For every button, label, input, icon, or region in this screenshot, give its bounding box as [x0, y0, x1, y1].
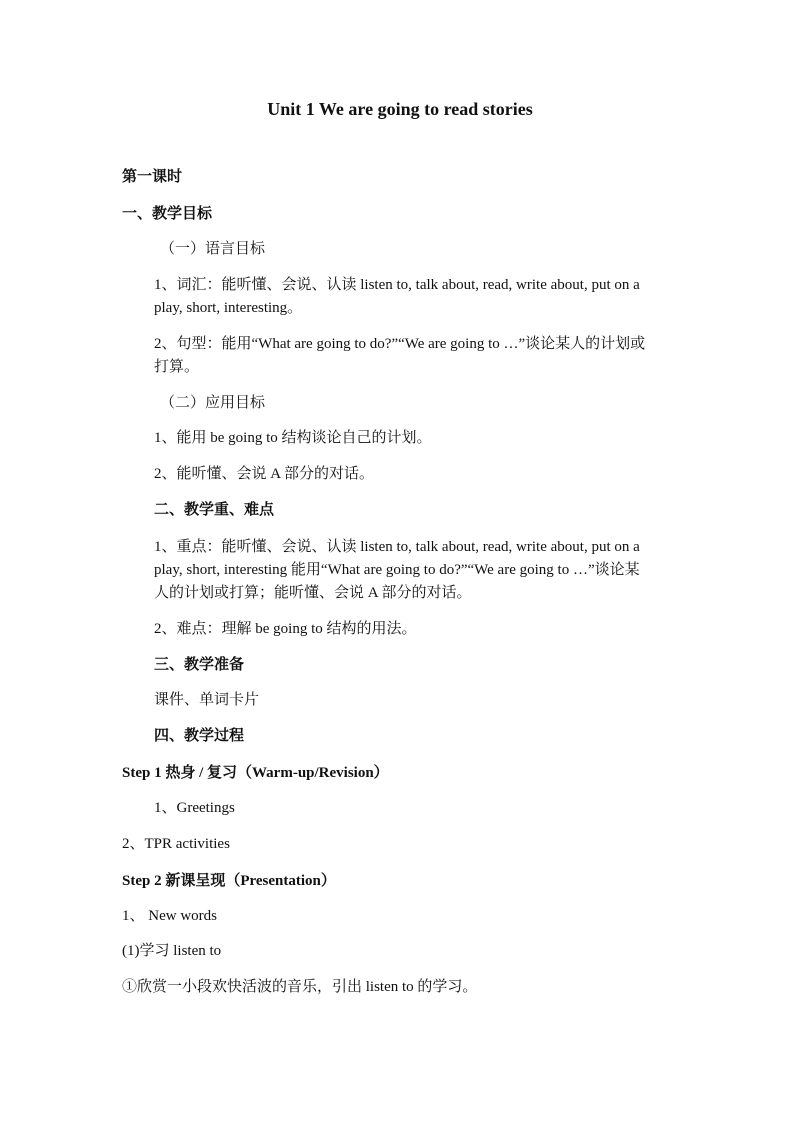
difficulty-point: 2、难点：理解 be going to 结构的用法。	[154, 621, 417, 637]
key-point-line-2: play, short, interesting 能用“What are going to do?”“We are going to …”谈论某	[154, 562, 640, 578]
application-goal-2: 2、能听懂、会说 A 部分的对话。	[154, 466, 375, 482]
sentence-goal-line-2: 打算。	[154, 359, 200, 375]
step2-item-new-words: 1、 New words	[122, 908, 217, 924]
application-goal-1: 1、能用 be going to 结构谈论自己的计划。	[154, 430, 432, 446]
document-title: Unit 1 We are going to read stories	[267, 99, 533, 119]
lesson-label: 第一课时	[122, 169, 183, 185]
key-point-line-1: 1、重点：能听懂、会说、认读 listen to, talk about, read, write about, put on a	[154, 539, 640, 555]
section-heading-key-points: 二、教学重、难点	[154, 502, 275, 518]
step1-heading: Step 1 热身 / 复习（Warm-up/Revision）	[122, 765, 389, 781]
sentence-goal-line-1: 2、句型：能用“What are going to do?”“We are going to …”谈论某人的计划或	[154, 336, 646, 352]
preparation-content: 课件、单词卡片	[154, 692, 260, 708]
subheading-language-goals: （一）语言目标	[160, 241, 266, 257]
key-point-line-3: 人的计划或打算；能听懂、会说 A 部分的对话。	[154, 585, 472, 601]
step2-item-music: ①欣赏一小段欢快活波的音乐，引出 listen to 的学习。	[122, 979, 478, 995]
step1-item-greetings: 1、Greetings	[154, 800, 235, 816]
vocab-goal-line-1: 1、词汇：能听懂、会说、认读 listen to, talk about, read, write about, put on a	[154, 277, 640, 293]
section-heading-preparation: 三、教学准备	[154, 657, 245, 673]
section-heading-objectives: 一、教学目标	[122, 206, 213, 222]
section-heading-process: 四、教学过程	[154, 728, 245, 744]
step2-item-listen-to: (1)学习 listen to	[122, 943, 222, 959]
vocab-goal-line-2: play, short, interesting。	[154, 300, 303, 316]
step2-heading: Step 2 新课呈现（Presentation）	[122, 873, 336, 889]
step1-item-tpr: 2、TPR activities	[122, 836, 230, 852]
subheading-application-goals: （二）应用目标	[160, 395, 266, 411]
